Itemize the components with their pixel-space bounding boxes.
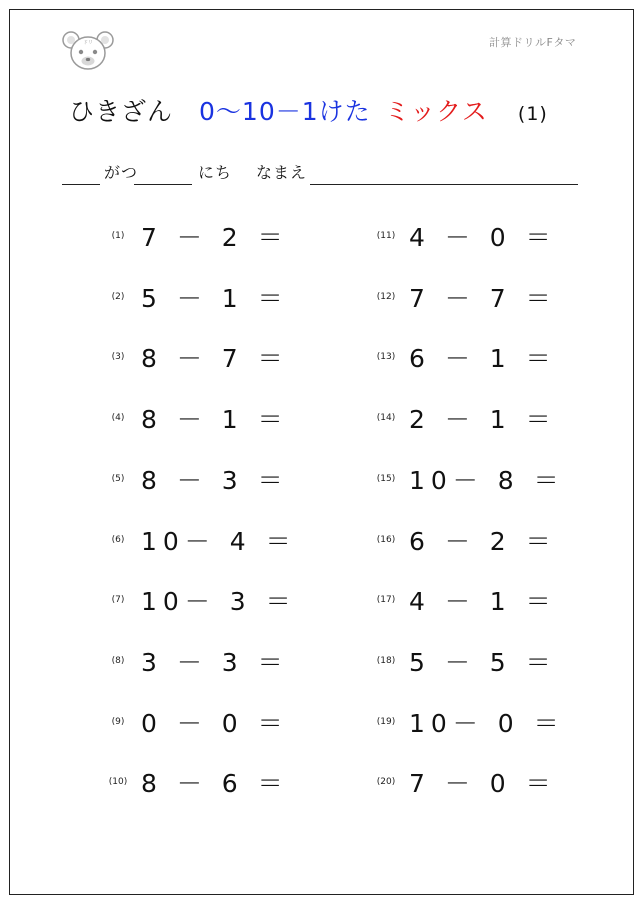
title-subtraction: ひきざん [69,97,174,126]
problem-expression: 6 － 2 ＝ [409,526,557,556]
date-name-row [0,158,642,188]
problem-number: (20) [376,777,396,788]
problem-expression: 7 － 0 ＝ [409,769,557,799]
problem-number: (16) [376,534,396,545]
problem-expression: 10－ 0 ＝ [409,708,565,738]
problem-item [103,400,289,436]
problem-item [103,279,289,315]
problem-number: (8) [111,655,125,666]
name-label: なまえ [256,163,308,182]
problem-expression: 0 － 0 ＝ [141,708,289,738]
problem-number: (7) [111,595,125,606]
problem-expression: 10－ 8 ＝ [409,465,565,495]
problem-item [103,218,289,254]
problem-expression: 5 － 5 ＝ [409,647,557,677]
problem-expression: 7 － 2 ＝ [141,223,289,252]
problem-item [103,522,297,558]
title-number: (1) [517,103,548,125]
problem-item [371,339,557,375]
problem-expression: 2 － 1 ＝ [409,405,557,435]
worksheet-title [69,92,548,128]
problem-item [371,218,557,254]
problem-expression: 8 － 1 ＝ [141,405,289,435]
problem-number: (10) [108,777,128,788]
problem-number: (14) [376,413,396,424]
problem-item [103,704,289,740]
problem-item [371,279,557,315]
problem-number: (6) [111,534,125,545]
day-label: にち [198,163,233,182]
problem-item [371,764,557,800]
problem-expression: 8 － 7 ＝ [141,344,289,374]
logo-text: ドリ [82,40,94,46]
problem-expression: 6 － 1 ＝ [409,344,557,374]
problem-number: (9) [111,716,125,727]
problem-expression: 8 － 3 ＝ [141,465,289,495]
problem-number: (1) [111,231,125,241]
problem-item [371,582,557,618]
title-range: 0～10－1けた [199,97,371,126]
problem-number: (12) [376,291,396,302]
problem-number: (3) [111,352,125,363]
problem-number: (18) [376,655,396,666]
month-blank[interactable] [62,184,100,185]
title-mix: ミックス [384,97,488,126]
problem-item [371,704,565,740]
problem-item [103,339,289,375]
problem-item [371,643,557,679]
problem-item [103,461,289,497]
problem-item [371,461,565,497]
problem-number: (2) [111,291,125,302]
worksheet-page [9,9,634,895]
problem-expression: 5 － 1 ＝ [141,283,289,313]
problem-number: (19) [376,716,396,727]
problem-item [103,582,297,618]
problem-number: (15) [376,473,396,484]
problem-expression: 10－ 3 ＝ [141,587,297,617]
problem-number: (17) [376,595,396,606]
problem-item [103,643,289,679]
problem-expression: 3 － 3 ＝ [141,647,289,677]
bear-logo-icon [62,30,114,72]
problem-number: (5) [111,473,125,484]
problem-number: (13) [376,352,396,363]
problem-number: (11) [376,231,396,241]
problem-expression: 10－ 4 ＝ [141,526,297,556]
problem-item [103,764,289,800]
problem-item [371,400,557,436]
problem-item [371,522,557,558]
name-blank[interactable] [310,184,578,185]
problem-expression: 8 － 6 ＝ [141,769,289,799]
problem-expression: 4 － 1 ＝ [409,587,557,617]
problem-expression: 7 － 7 ＝ [409,283,557,313]
brand-label: 計算ドリルFタマ [489,36,577,49]
month-label: がつ [104,163,139,182]
problem-expression: 4 － 0 ＝ [409,223,557,252]
problem-number: (4) [111,413,125,424]
day-blank[interactable] [134,184,192,185]
